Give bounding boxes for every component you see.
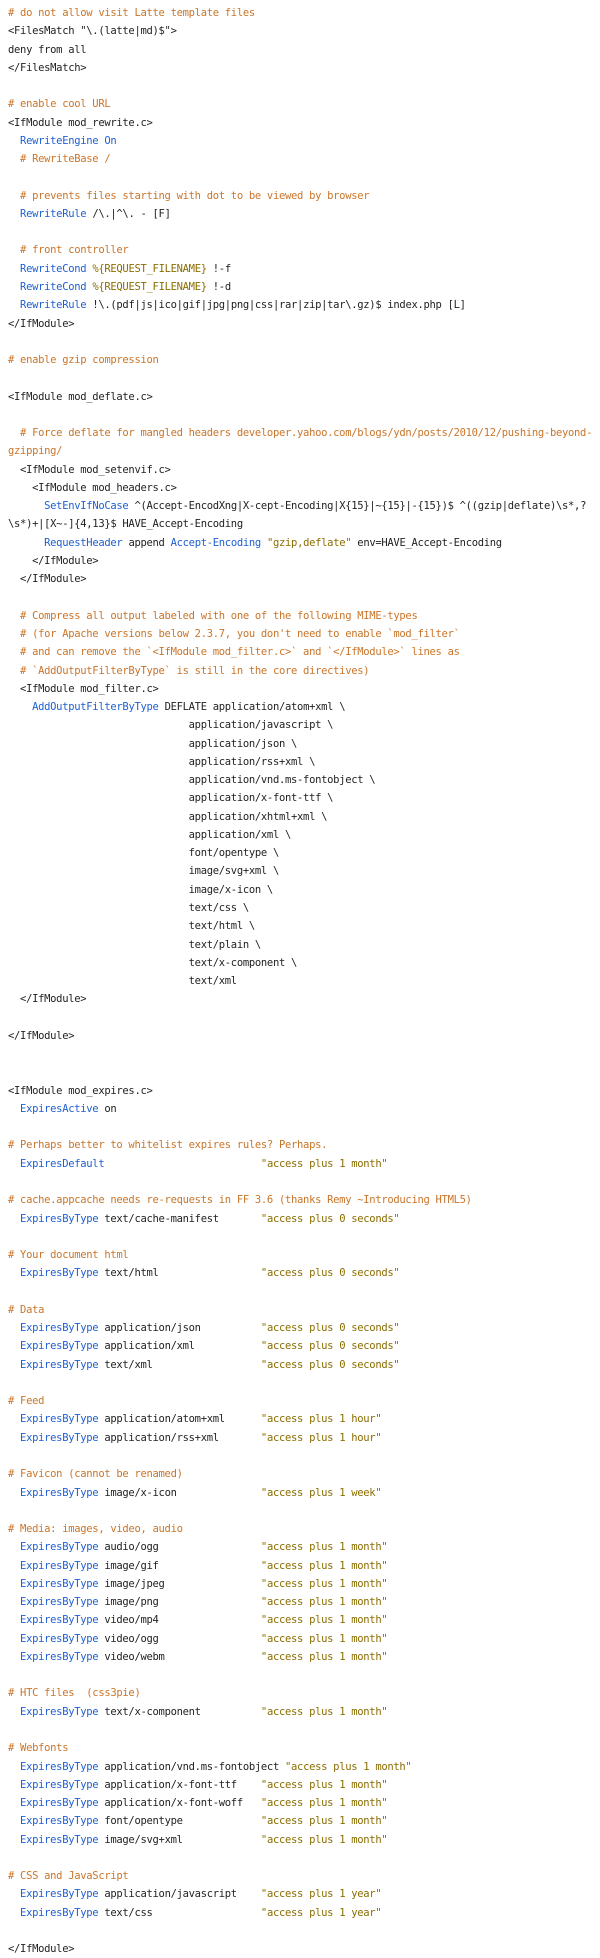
code-line [8,1703,600,1721]
code-string: "access plus 1 month" [260,1815,388,1828]
code-string: "access plus 0 seconds" [260,1267,400,1280]
code-text [8,1651,20,1663]
code-comment: # Feed [8,1395,45,1408]
code-comment: # Force deflate for mangled headers developer.yahoo.com/blogs/ydn/posts/2010/12/pushing-beyond- [8,427,593,440]
code-text: </IfModule> [8,573,87,586]
code-text: application/json [98,1322,261,1335]
code-string: "access plus 1 month" [260,1797,388,1810]
code-line [8,1264,600,1282]
code-line [8,1210,600,1228]
code-text: application/vnd.ms-fontobject \ [8,774,376,787]
code-line [8,1136,600,1154]
code-line [8,1447,600,1465]
code-string: "access plus 1 month" [260,1577,388,1590]
code-line [8,990,600,1008]
code-line [8,881,600,899]
code-line [8,1666,600,1684]
code-directive: ExpiresByType [20,1413,99,1426]
code-text [8,1888,20,1900]
code-string: "access plus 1 month" [260,1705,388,1718]
code-comment: # Webfonts [8,1742,69,1755]
code-string: "access plus 0 seconds" [260,1322,400,1335]
code-line [8,515,600,533]
code-text [8,1614,20,1626]
code-line [8,1812,600,1830]
code-directive: Accept-Encoding [170,536,261,549]
code-text: application/json \ [8,737,298,750]
code-text: text/css [98,1906,261,1919]
code-text: </IfModule> [8,317,75,330]
code-text [8,701,32,713]
code-line [8,716,600,734]
code-line [8,168,600,186]
code-text: env=HAVE_Accept-Encoding [351,536,502,549]
code-string: "access plus 1 year" [260,1888,382,1901]
code-line [8,442,600,460]
code-comment: # do not allow visit Latte template files [8,7,255,19]
code-line [8,753,600,771]
code-directive: ExpiresByType [20,1632,99,1645]
code-directive: ExpiresByType [20,1340,99,1353]
code-text: audio/ogg [98,1541,261,1554]
code-text: application/atom+xml [98,1413,261,1426]
code-line [8,424,600,442]
code-line [8,1063,600,1081]
code-comment: # prevents files starting with dot to be viewed by browser [8,189,370,202]
code-line [8,1283,600,1301]
code-comment: # `AddOutputFilterByType` is still in the core directives) [8,664,370,677]
code-line [8,59,600,77]
code-line [8,662,600,680]
code-line [8,1630,600,1648]
code-text: text/cache-manifest [98,1212,261,1225]
code-directive: ExpiresByType [20,1267,99,1280]
code-text: application/x-font-ttf [98,1778,261,1791]
code-line [8,1721,600,1739]
code-text [8,1432,20,1444]
code-directive: ExpiresByType [20,1212,99,1225]
code-text [8,1541,20,1553]
code-line [8,1885,600,1903]
code-text [8,1596,20,1608]
code-comment: # front controller [8,244,129,257]
code-line [8,1758,600,1776]
code-line [8,351,600,369]
code-string: "access plus 0 seconds" [260,1212,400,1225]
code-line [8,1648,600,1666]
code-directive: ExpiresByType [20,1760,99,1773]
code-text: image/svg+xml \ [8,865,279,878]
code-line [8,808,600,826]
code-string: "access plus 1 month" [260,1632,388,1645]
code-directive: RewriteRule [20,207,87,220]
code-text: video/mp4 [98,1614,261,1627]
code-string: "gzip,deflate" [266,536,352,549]
code-directive: RewriteCond [20,280,87,293]
code-directive: ExpiresByType [20,1705,99,1718]
code-text: image/gif [98,1559,261,1572]
code-text: </FilesMatch> [8,61,87,74]
code-string: "access plus 1 month" [260,1833,388,1846]
code-line [8,22,600,40]
code-text: <FilesMatch "\.(latte|md)$"> [8,25,177,38]
code-string: "access plus 0 seconds" [260,1340,400,1353]
code-text: append [122,536,171,549]
code-line [8,589,600,607]
code-line [8,1191,600,1209]
code-line [8,917,600,935]
code-comment: # (for Apache versions below 2.3.7, you don't need to enable `mod_filter` [8,628,460,641]
code-directive: ExpiresByType [20,1833,99,1846]
code-directive: ExpiresByType [20,1322,99,1335]
code-text: <IfModule mod_filter.c> [8,682,159,695]
code-line [8,333,600,351]
code-line [8,1319,600,1337]
code-directive: SetEnvIfNoCase [44,500,129,513]
code-text: font/opentype [98,1815,261,1828]
code-text: !\.(pdf|js|ico|gif|jpg|png|css|rar|zip|tar\.gz)$ index.php [L] [86,299,466,312]
code-text [8,500,44,512]
code-text: <IfModule mod_rewrite.c> [8,116,153,129]
code-line [8,1940,600,1958]
code-text: </IfModule> [8,1943,75,1956]
code-line [8,1337,600,1355]
code-text [8,1815,20,1827]
code-comment: # Perhaps better to whitelist expires rules? Perhaps. [8,1139,328,1152]
code-line [8,534,600,552]
code-text [8,299,20,311]
code-line [8,1100,600,1118]
code-text [8,1706,20,1718]
code-line [8,1557,600,1575]
code-line [8,1502,600,1520]
code-line [8,1484,600,1502]
code-directive: ExpiresByType [20,1614,99,1627]
code-line [8,954,600,972]
code-text [8,1633,20,1645]
code-string: "access plus 1 month" [260,1614,388,1627]
code-text: application/xml [98,1340,261,1353]
code-text [8,1340,20,1352]
code-line [8,936,600,954]
code-string: "access plus 1 month" [260,1596,388,1609]
code-text: </IfModule> [8,993,87,1006]
code-comment: # HTC files (css3pie) [8,1687,141,1700]
code-comment: # Your document html [8,1249,129,1262]
code-comment: # RewriteBase / [8,153,111,166]
code-line [8,1465,600,1483]
code-text: text/html \ [8,920,255,933]
code-directive: ExpiresByType [20,1541,99,1554]
code-line [8,114,600,132]
code-line [8,1739,600,1757]
code-line [8,826,600,844]
code-text: <IfModule mod_expires.c> [8,1084,153,1097]
code-text [8,1487,20,1499]
code-line [8,1831,600,1849]
code-directive: AddOutputFilterByType [32,701,159,714]
code-string: "access plus 1 month" [260,1541,388,1554]
code-text: text/xml [8,975,237,988]
code-text [8,1213,20,1225]
code-string: "access plus 1 hour" [260,1413,382,1426]
code-directive: RewriteEngine [20,134,99,147]
code-line [8,260,600,278]
code-line [8,150,600,168]
code-string: "access plus 1 year" [260,1906,382,1919]
code-line [8,1118,600,1136]
code-line [8,1575,600,1593]
code-directive: ExpiresByType [20,1797,99,1810]
code-text: application/rss+xml \ [8,755,316,768]
code-line [8,1849,600,1867]
code-directive: ExpiresByType [20,1815,99,1828]
code-line [8,570,600,588]
code-string: %{REQUEST_FILENAME} [92,280,207,293]
code-line [8,607,600,625]
code-line [8,77,600,95]
code-text [8,208,20,220]
code-line [8,1684,600,1702]
code-text: image/svg+xml [98,1833,261,1846]
code-text: application/rss+xml [98,1431,261,1444]
code-text: text/css \ [8,902,249,915]
code-line [8,296,600,314]
code-line [8,735,600,753]
code-text [8,1834,20,1846]
code-directive: ExpiresByType [20,1358,99,1371]
code-directive: ExpiresByType [20,1596,99,1609]
code-directive: ExpiresByType [20,1577,99,1590]
code-text: on [98,1102,117,1115]
code-text: image/x-icon \ [8,883,273,896]
code-line [8,643,600,661]
code-text: application/javascript \ [8,719,334,732]
code-text: ^(Accept-EncodXng|X-cept-Encoding|X{15}|~{15}|-{15})$ ^((gzip|deflate)\s*,? [128,500,587,513]
code-text: application/javascript [98,1888,261,1901]
code-text: application/x-font-woff [98,1797,261,1810]
code-text: </IfModule> [8,554,99,567]
code-text: application/vnd.ms-fontobject [98,1760,285,1773]
code-text [8,1779,20,1791]
code-text: text/html [98,1267,261,1280]
code-string: %{REQUEST_FILENAME} [92,262,207,275]
code-text [8,1797,20,1809]
code-text: text/xml [98,1358,261,1371]
code-string: "access plus 1 hour" [260,1431,382,1444]
code-directive: ExpiresByType [20,1888,99,1901]
code-string: "access plus 1 month" [260,1778,388,1791]
code-comment: # Data [8,1303,45,1316]
code-comment: # enable cool URL [8,98,111,111]
code-line [8,241,600,259]
code-line [8,698,600,716]
code-line [8,1155,600,1173]
code-string: "access plus 1 week" [260,1486,382,1499]
code-line [8,497,600,515]
code-directive: ExpiresByType [20,1778,99,1791]
code-text: </IfModule> [8,1029,75,1042]
code-line [8,552,600,570]
code-text [8,537,44,549]
code-line [8,972,600,990]
code-text [8,281,20,293]
code-line [8,278,600,296]
code-line [8,1776,600,1794]
code-text: !-d [206,280,231,293]
code-line [8,1228,600,1246]
code-text: text/plain \ [8,938,261,951]
code-line [8,1904,600,1922]
code-text [104,1158,261,1170]
code-line [8,132,600,150]
code-line [8,1922,600,1940]
code-string: "access plus 1 month" [260,1559,388,1572]
code-line [8,315,600,333]
code-line [8,406,600,424]
code-line [8,41,600,59]
code-line [8,1301,600,1319]
code-directive: ExpiresDefault [20,1157,105,1170]
code-line [8,862,600,880]
code-line [8,461,600,479]
code-directive: ExpiresByType [20,1431,99,1444]
code-line [8,1593,600,1611]
code-text: application/xml \ [8,828,292,841]
code-text: /\.|^\. - [F] [86,207,171,220]
code-text: <IfModule mod_headers.c> [8,481,177,494]
code-text: !-f [206,262,231,275]
code-line [8,1374,600,1392]
code-line [8,1045,600,1063]
code-line [8,1356,600,1374]
code-text: image/jpeg [98,1577,261,1590]
code-comment: # Compress all output labeled with one of the following MIME-types [8,609,418,622]
code-line [8,680,600,698]
code-line [8,388,600,406]
code-line [8,1410,600,1428]
code-text [8,1560,20,1572]
code-line [8,223,600,241]
code-comment: # Favicon (cannot be renamed) [8,1468,183,1481]
code-line [8,4,600,22]
code-comment: # CSS and JavaScript [8,1870,129,1883]
code-comment: # and can remove the `<IfModule mod_filter.c>` and `</IfModule>` lines as [8,646,460,659]
code-line [8,789,600,807]
code-text: font/opentype \ [8,847,279,860]
code-line [8,771,600,789]
code-directive: ExpiresByType [20,1559,99,1572]
code-directive: RewriteRule [20,299,87,312]
code-text: application/x-font-ttf \ [8,792,334,805]
code-text: DEFLATE application/atom+xml \ [158,701,346,714]
code-text: application/xhtml+xml \ [8,810,328,823]
code-line [8,1867,600,1885]
code-directive: ExpiresByType [20,1906,99,1919]
code-text: text/x-component \ [8,956,298,969]
code-text [8,1103,20,1115]
code-directive: ExpiresByType [20,1486,99,1499]
code-string: "access plus 1 month" [260,1650,388,1663]
code-line [8,1429,600,1447]
code-comment: gzipping/ [8,445,63,458]
code-text [8,135,20,147]
code-text: image/png [98,1596,261,1609]
code-string: "access plus 1 month" [260,1157,388,1170]
code-line [8,1082,600,1100]
code-line [8,1520,600,1538]
code-directive: RewriteCond [20,262,87,275]
code-line [8,187,600,205]
code-line [8,1794,600,1812]
code-text: text/x-component [98,1705,261,1718]
code-line [8,369,600,387]
code-text: <IfModule mod_setenvif.c> [8,463,171,476]
code-line [8,625,600,643]
code-comment: # Media: images, video, audio [8,1523,183,1536]
code-text: <IfModule mod_deflate.c> [8,390,153,403]
code-text [8,1761,20,1773]
code-text [8,1359,20,1371]
code-comment: # enable gzip compression [8,354,159,367]
code-line [8,844,600,862]
code-text [8,1413,20,1425]
code-line [8,1611,600,1629]
code-line [8,1009,600,1027]
code-text [8,1158,20,1170]
code-line [8,1392,600,1410]
code-text [8,1578,20,1590]
code-text: video/webm [98,1650,261,1663]
code-line [8,1027,600,1045]
code-text [8,1267,20,1279]
code-line [8,95,600,113]
code-line [8,1246,600,1264]
code-text [8,263,20,275]
code-line [8,899,600,917]
code-directive: On [104,134,117,147]
code-text: image/x-icon [98,1486,261,1499]
code-text [8,1322,20,1334]
code-string: "access plus 0 seconds" [260,1358,400,1371]
code-text: deny from all [8,43,87,56]
code-directive: RequestHeader [44,536,123,549]
code-line [8,1538,600,1556]
code-line [8,1173,600,1191]
code-text: video/ogg [98,1632,261,1645]
code-line [8,205,600,223]
code-directive: ExpiresByType [20,1650,99,1663]
code-text [8,1907,20,1919]
code-string: "access plus 1 month" [285,1760,412,1773]
code-text: \s*)+|[X~-]{4,13}$ HAVE_Accept-Encoding [8,518,243,531]
code-comment: # cache.appcache needs re-requests in FF 3.6 (thanks Remy ~Introducing HTML5) [8,1194,472,1207]
code-line [8,479,600,497]
code-directive: ExpiresActive [20,1102,99,1115]
